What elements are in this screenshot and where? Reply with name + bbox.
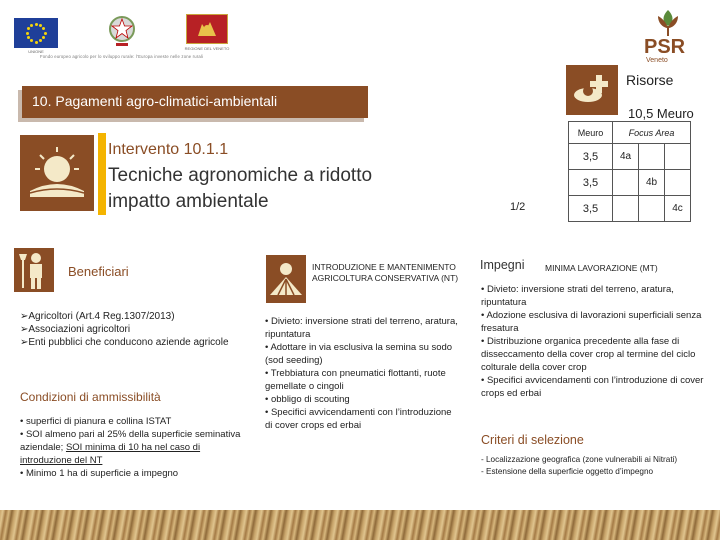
section-title-bar — [22, 86, 368, 118]
list-item: ➢Associazioni agricoltori — [20, 324, 131, 335]
risorse-amount: 10,5 Meuro — [628, 106, 694, 121]
empty-cell — [665, 144, 691, 170]
eu-star-icon — [30, 24, 33, 27]
eu-star-icon — [27, 27, 30, 30]
list-item: • Adozione esclusiva di lavorazioni superficiali senza fresatura — [481, 310, 702, 334]
criteri-title: Criteri di selezione — [481, 433, 584, 447]
list-item: • Trebbiatura con pneumatici flottanti, ruote gemellate o cingoli — [265, 368, 446, 392]
col-focus-area: Focus Area — [613, 122, 691, 144]
section-title: 10. Pagamenti agro-climatici-ambientali — [32, 93, 278, 109]
ratio-label: 1/2 — [510, 201, 526, 213]
wheat-field-band — [0, 510, 720, 540]
col-meuro: Meuro — [569, 122, 613, 144]
focus-area-header-row — [569, 122, 691, 144]
condizioni-list — [20, 415, 250, 480]
list-item: ➢Enti pubblici che conducono aziende agricole — [20, 337, 229, 348]
empty-cell — [665, 170, 691, 196]
list-item: • Minimo 1 ha di superficie a impegno — [20, 468, 179, 479]
list-item: - Localizzazione geografica (zone vulnerabili ai Nitrati) — [481, 455, 678, 464]
row-value: 3,5 — [569, 170, 613, 196]
eu-star-icon — [27, 36, 30, 39]
header-tagline: Fondo europeo agricolo per lo sviluppo rurale: l'Europa investe nelle zone rurali — [40, 54, 204, 59]
eu-star-icon — [44, 32, 47, 35]
row-value: 3,5 — [569, 196, 613, 222]
list-item: - Estensione della superficie oggetto d’impegno — [481, 467, 654, 476]
intervento-subtitle-line1: Tecniche agronomiche a ridotto — [108, 165, 373, 186]
impegni-title: Impegni — [480, 258, 525, 272]
beneficiari-title: Beneficiari — [68, 264, 129, 279]
farmer-icon — [14, 248, 54, 292]
list-item: • superfici di pianura e collina ISTAT — [20, 416, 172, 427]
risorse-label: Risorse — [626, 72, 674, 88]
psr-veneto-logo — [640, 8, 696, 70]
list-item-text: • SOI almeno pari al 25% della superficie seminativa aziendale; — [20, 429, 241, 453]
intervento-title: Intervento 10.1.1 — [108, 141, 229, 158]
list-item — [20, 428, 250, 467]
focus-area-code: 4c — [665, 196, 691, 222]
empty-cell — [639, 144, 665, 170]
italian-republic-emblem — [108, 14, 136, 48]
regione-veneto-logo — [186, 14, 228, 44]
veneto-caption: REGIONE DEL VENETO — [184, 46, 230, 51]
list-item: • Divieto: inversione strati del terreno, aratura, ripuntatura — [481, 284, 674, 308]
beneficiari-list — [20, 310, 250, 349]
list-item: • Divieto: inversione strati del terreno, aratura, ripuntatura — [265, 316, 458, 340]
list-item: • Specifici avvicendamenti con l’introduzione di cover crops ed erbai — [265, 407, 452, 431]
nt-heading: INTRODUZIONE E MANTENIMENTO AGRICOLTURA CONSERVATIVA (NT) — [312, 262, 459, 283]
criteri-list — [481, 454, 711, 478]
focus-area-code: 4b — [639, 170, 665, 196]
list-item: • obbligo di scouting — [265, 394, 350, 405]
field-furrows-icon — [266, 255, 306, 303]
intervento-accent-bar — [98, 133, 106, 215]
impegni-list — [481, 283, 711, 400]
empty-cell — [639, 196, 665, 222]
table-row — [569, 144, 691, 170]
eu-star-icon — [30, 39, 33, 42]
row-value: 3,5 — [569, 144, 613, 170]
list-item: ➢Agricoltori (Art.4 Reg.1307/2013) — [20, 311, 175, 322]
eu-star-icon — [42, 27, 45, 30]
list-item: • Distribuzione organica precedente alla fase di disseccamento della cover crop al termine del ciclo colturale della cover crop — [481, 336, 696, 373]
psr-veneto-text: Veneto — [646, 57, 668, 64]
underlined-condition: SOI minima di 10 ha nel caso di introduzione del NT — [20, 442, 201, 466]
eu-star-icon — [35, 41, 38, 44]
coin-plus-icon — [566, 65, 618, 115]
eu-flag-logo — [14, 18, 58, 48]
eu-star-icon — [39, 39, 42, 42]
impegni-subtitle: MINIMA LAVORAZIONE (MT) — [545, 263, 658, 273]
eu-star-icon — [39, 24, 42, 27]
empty-cell — [613, 196, 639, 222]
table-row — [569, 196, 691, 222]
focus-area-table — [568, 121, 691, 222]
landscape-sun-icon — [20, 135, 94, 211]
intervento-subtitle-line2: impatto ambientale — [108, 191, 269, 212]
list-item: • Adottare in via esclusiva la semina su sodo (sod seeding) — [265, 342, 453, 366]
eu-caption: UNIONE — [28, 49, 44, 54]
eu-star-icon — [35, 23, 38, 26]
psr-text: PSR — [644, 36, 686, 58]
empty-cell — [613, 170, 639, 196]
eu-star-icon — [42, 36, 45, 39]
condizioni-title: Condizioni di ammissibilità — [20, 390, 161, 404]
list-item: • Specifici avvicendamenti con l’introduzione di cover crops ed erbai — [481, 375, 704, 399]
table-row — [569, 170, 691, 196]
eu-star-icon — [26, 32, 29, 35]
nt-list — [265, 315, 461, 432]
focus-area-code: 4a — [613, 144, 639, 170]
